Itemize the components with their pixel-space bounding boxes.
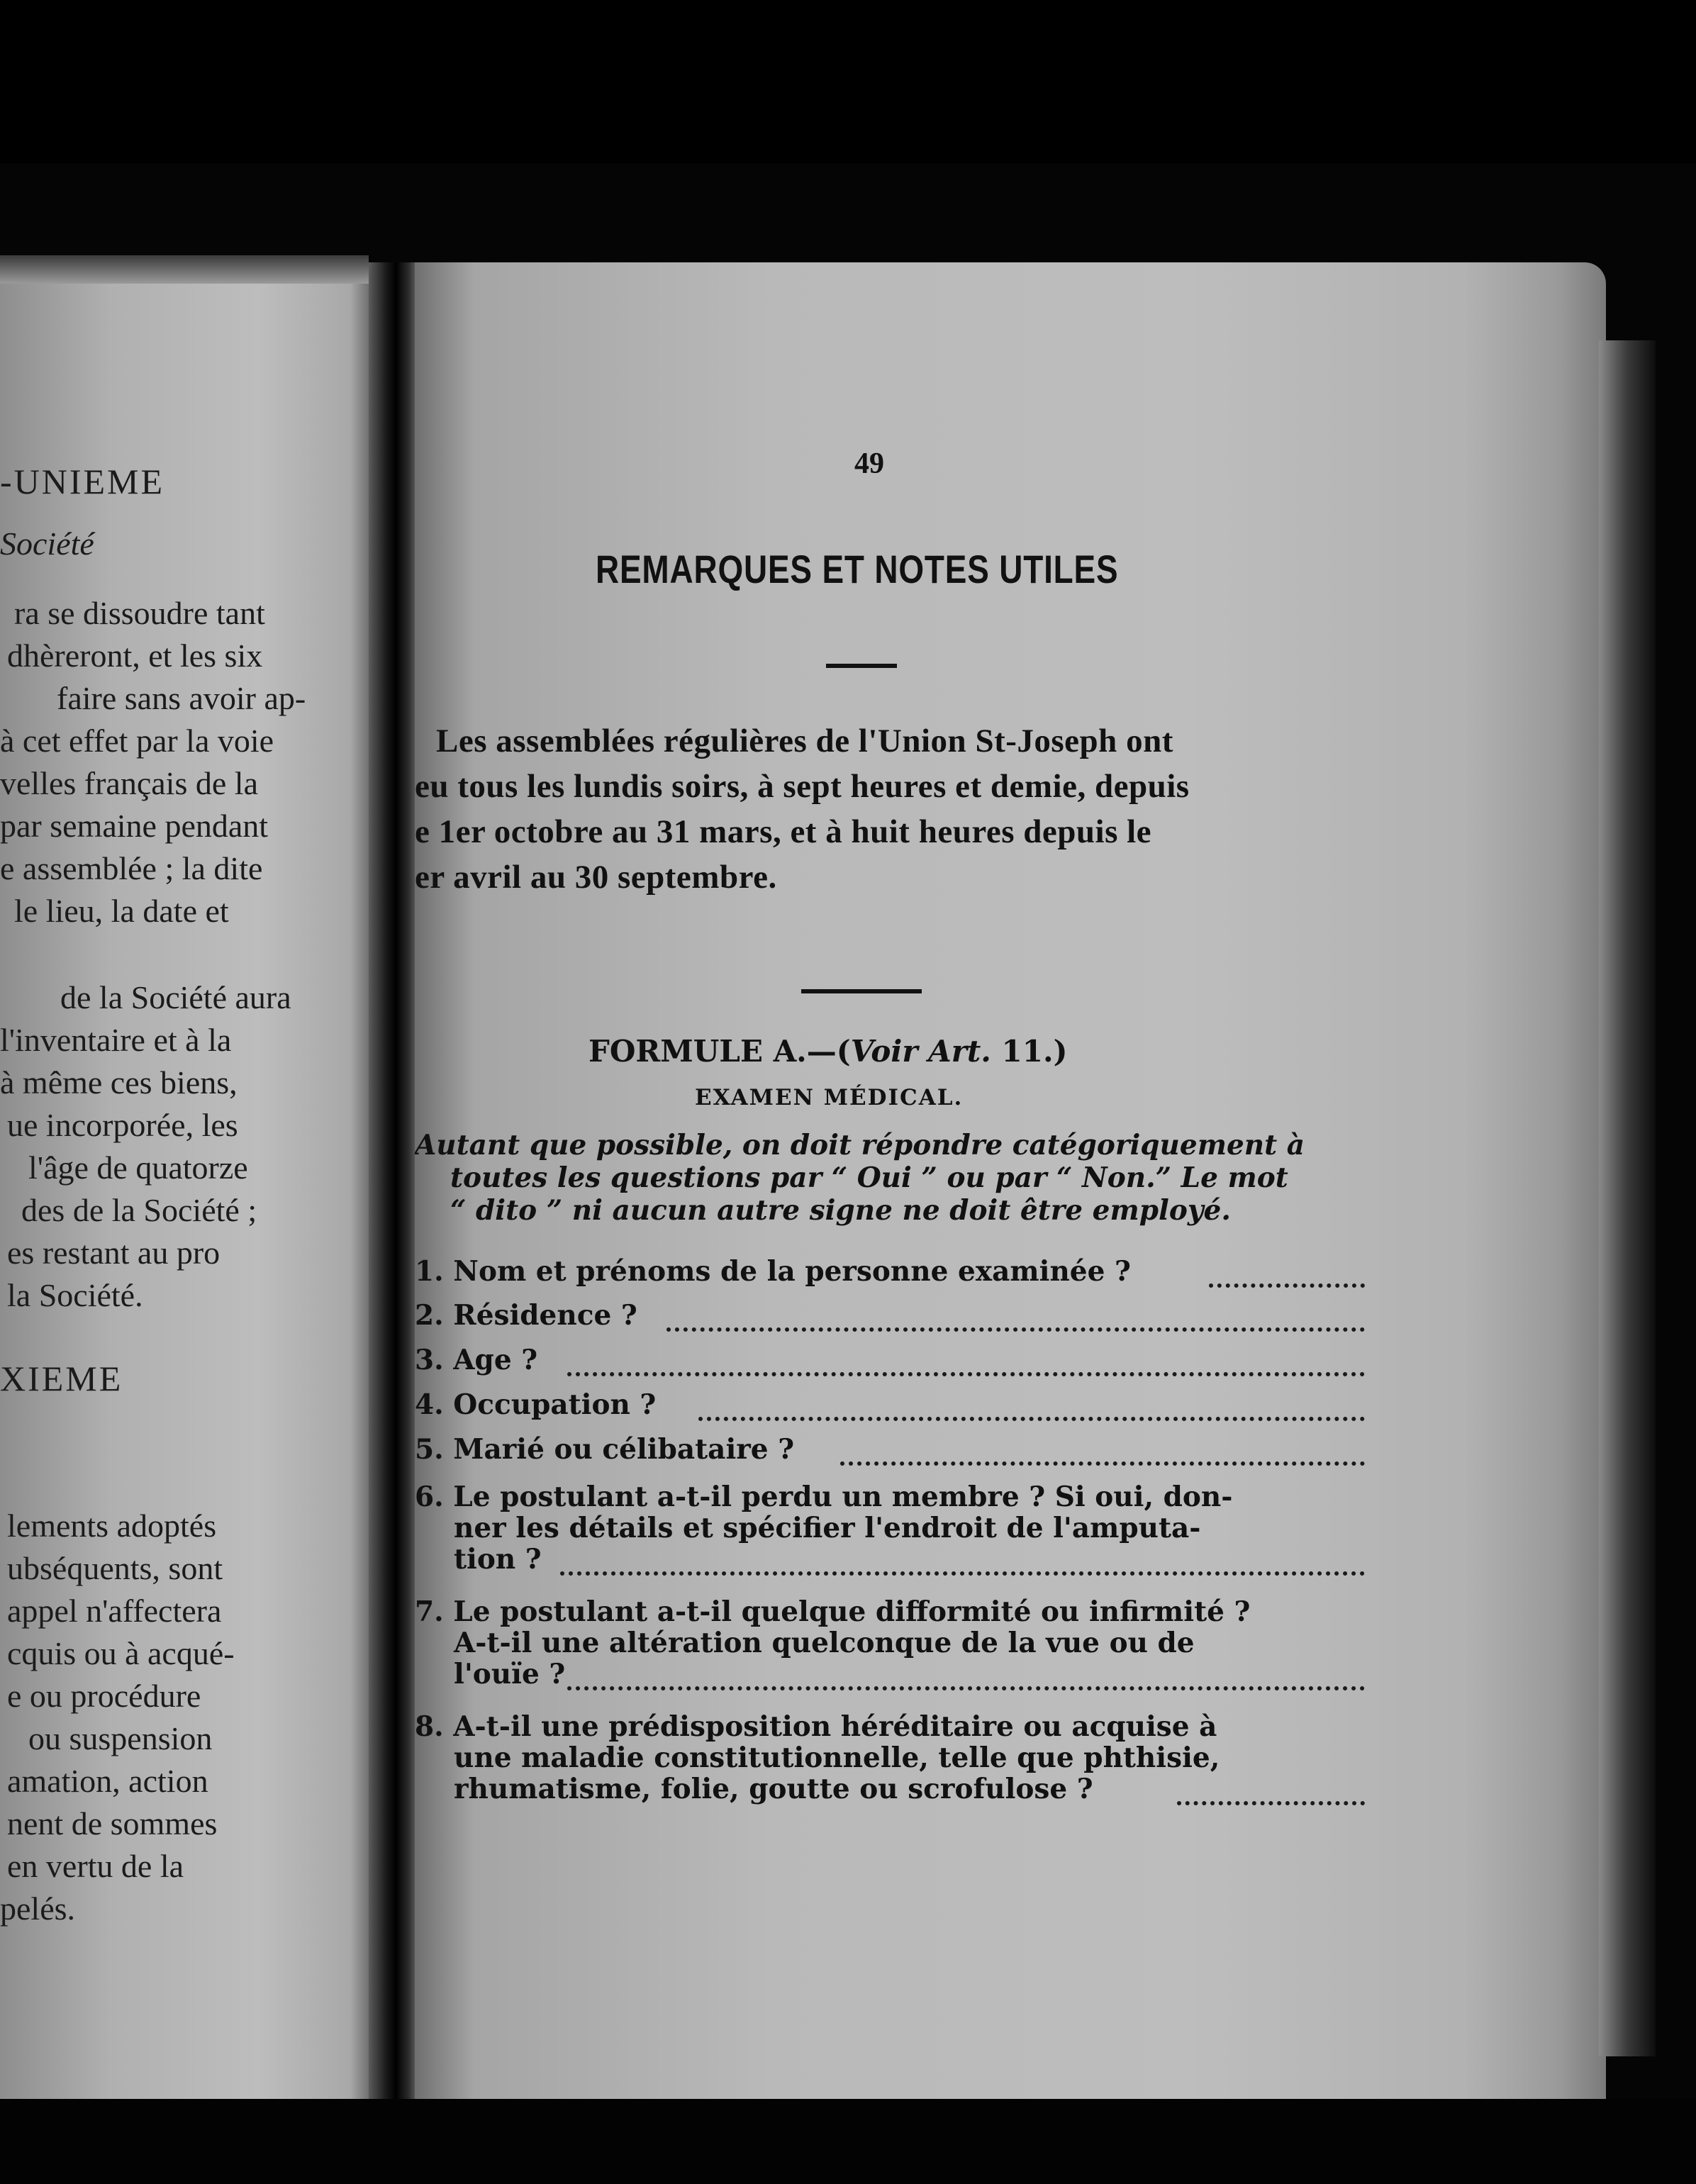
- left-line: l'âge de quatorze: [28, 1149, 248, 1186]
- formule-voir: Voir Art.: [850, 1034, 991, 1069]
- instruction-line: toutes les questions par “ Oui ” ou par “ Non.” Le mot: [450, 1161, 1288, 1194]
- left-line: dhèreront, et les six: [7, 637, 263, 674]
- title-divider: [826, 664, 897, 668]
- question-8: 8. A-t-il une prédisposition héréditaire ou acquise à: [415, 1710, 1217, 1743]
- question-7-line-3: l'ouïe ?: [454, 1658, 566, 1690]
- left-line: velles français de la: [0, 765, 258, 801]
- left-line: la Société.: [7, 1277, 143, 1313]
- formule-label: FORMULE A.—(: [588, 1034, 851, 1069]
- question-3: 3. Age ?: [415, 1344, 538, 1376]
- paragraph-line: Les assemblées régulières de l'Union St-Joseph ont: [436, 723, 1173, 759]
- book-gutter: [369, 262, 418, 2134]
- answer-line-1: [1209, 1283, 1365, 1288]
- answer-line-2: [666, 1327, 1365, 1332]
- examen-heading: EXAMEN MÉDICAL.: [695, 1085, 964, 1110]
- paragraph-line: e 1er octobre au 31 mars, et à huit heures depuis le: [415, 813, 1152, 850]
- instruction-line: “ dito ” ni aucun autre signe ne doit être employé.: [450, 1194, 1231, 1227]
- left-line: par semaine pendant: [0, 808, 269, 844]
- question-1: 1. Nom et prénoms de la personne examinée ?: [415, 1255, 1131, 1288]
- left-line: nent de sommes: [7, 1805, 218, 1842]
- answer-line-5: [840, 1461, 1365, 1466]
- left-line: pelés.: [0, 1890, 76, 1927]
- left-line: amation, action: [7, 1763, 208, 1799]
- left-line: cquis ou à acqué-: [7, 1635, 235, 1671]
- left-page-shadow: [0, 255, 369, 284]
- left-line: ra se dissoudre tant: [14, 595, 265, 631]
- question-5: 5. Marié ou célibataire ?: [415, 1433, 795, 1466]
- left-line: à même ces biens,: [0, 1064, 238, 1101]
- question-6: 6. Le postulant a-t-il perdu un membre ? Si oui, don-: [415, 1481, 1233, 1513]
- question-7: 7. Le postulant a-t-il quelque difformité ou infirmité ?: [415, 1595, 1251, 1628]
- scan-background-top: [0, 0, 1696, 163]
- left-line: es restant au pro: [7, 1235, 221, 1271]
- answer-line-7: [567, 1686, 1365, 1690]
- left-line: le lieu, la date et: [14, 893, 229, 929]
- answer-line-3: [567, 1372, 1365, 1376]
- left-line: appel n'affectera: [7, 1593, 222, 1629]
- left-line: lements adoptés: [7, 1508, 217, 1544]
- answer-line-6: [560, 1571, 1365, 1576]
- paragraph-line: eu tous les lundis soirs, à sept heures et demie, depuis: [415, 768, 1190, 805]
- page-number: 49: [854, 447, 884, 480]
- left-page: [0, 255, 369, 2134]
- page-edge: [1599, 340, 1656, 2056]
- left-line: faire sans avoir ap-: [57, 680, 306, 716]
- question-4: 4. Occupation ?: [415, 1388, 657, 1421]
- page-title: REMARQUES ET NOTES UTILES: [596, 547, 1119, 591]
- answer-line-4: [698, 1417, 1365, 1421]
- right-page: [415, 262, 1606, 2106]
- question-6-line-3: tion ?: [454, 1543, 542, 1576]
- left-line: ou suspension: [28, 1720, 213, 1756]
- left-line: de la Société aura: [60, 979, 291, 1015]
- answer-line-8: [1177, 1801, 1365, 1805]
- formule-heading: [588, 1034, 1067, 1069]
- left-line: à cet effet par la voie: [0, 723, 274, 759]
- left-line: ue incorporée, les: [7, 1107, 238, 1143]
- left-line: e ou procédure: [7, 1678, 201, 1714]
- paragraph-line: er avril au 30 septembre.: [415, 859, 777, 896]
- question-2: 2. Résidence ?: [415, 1299, 637, 1332]
- formule-article: 11.): [991, 1034, 1068, 1069]
- left-subheading: Société: [0, 525, 94, 562]
- left-heading-1: -UNIEME: [0, 462, 165, 501]
- left-line: l'inventaire et à la: [0, 1022, 232, 1058]
- left-line: en vertu de la: [7, 1848, 184, 1884]
- left-line: ubséquents, sont: [7, 1550, 223, 1586]
- question-8-line-2: une maladie constitutionnelle, telle que phthisie,: [454, 1742, 1220, 1774]
- left-heading-2: XIEME: [0, 1359, 123, 1398]
- question-7-line-2: A-t-il une altération quelconque de la vue ou de: [454, 1627, 1195, 1659]
- instruction-line: Autant que possible, on doit répondre catégoriquement à: [415, 1129, 1305, 1161]
- left-line: e assemblée ; la dite: [0, 850, 263, 886]
- section-divider: [801, 989, 922, 993]
- question-8-line-3: rhumatisme, folie, goutte ou scrofulose ?: [454, 1773, 1093, 1805]
- question-6-line-2: ner les détails et spécifier l'endroit de l'amputa-: [454, 1512, 1201, 1544]
- scan-background-bottom: [0, 2099, 1696, 2184]
- left-line: des de la Société ;: [21, 1192, 257, 1228]
